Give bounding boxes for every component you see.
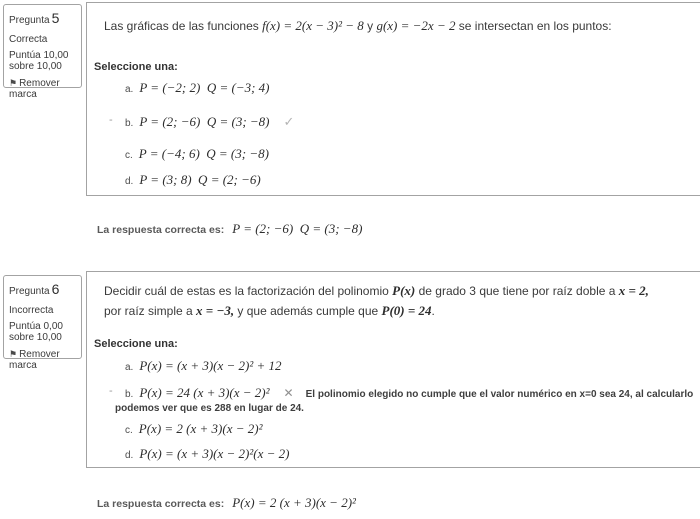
- option-formula: P = (3; 8) Q = (2; −6): [139, 172, 261, 187]
- question6-select-label: Seleccione una:: [94, 338, 178, 350]
- correct-answer-formula: P(x) = 2 (x + 3)(x − 2)²: [232, 495, 356, 510]
- double-root-value: x = 2,: [618, 283, 649, 298]
- option-letter: d.: [125, 450, 134, 461]
- question-label: Pregunta: [9, 15, 50, 26]
- simple-root-value: x = −3,: [196, 303, 235, 318]
- question5-flag-link[interactable]: [9, 78, 78, 100]
- question6-prompt: [104, 281, 656, 321]
- question5-content-box: [86, 2, 700, 196]
- function-g-formula: g(x) = −2x − 2: [376, 18, 456, 33]
- question5-title: [9, 10, 78, 28]
- option-letter: a.: [125, 362, 134, 373]
- question6-title: [9, 281, 78, 299]
- question5-option-d[interactable]: [125, 171, 261, 189]
- question5-option-b[interactable]: [109, 113, 295, 131]
- selected-option-dash: -: [109, 385, 113, 397]
- prompt-text: .: [431, 304, 435, 318]
- question6-option-d[interactable]: [125, 445, 290, 463]
- question5-info-box: [3, 4, 82, 100]
- prompt-text: Las gráficas de las funciones: [104, 19, 263, 33]
- points-line2: sobre 10,00: [9, 61, 62, 72]
- option-feedback-line1: El polinomio elegido no cumple que el valor numérico en x=0 sea 24, al calcularlo: [305, 389, 694, 400]
- prompt-text: se intersectan en los puntos:: [455, 19, 612, 33]
- question6-option-c[interactable]: [125, 420, 262, 438]
- option-formula: P(x) = 2 (x + 3)(x − 2)²: [138, 421, 263, 436]
- option-formula: P(x) = 24 (x + 3)(x − 2)²: [139, 385, 270, 400]
- option-letter: a.: [125, 84, 134, 95]
- question5-points: [9, 50, 78, 72]
- prompt-text: de grado 3 que tiene por raíz doble a: [415, 284, 619, 298]
- function-f-formula: f(x) = 2(x − 3)² − 8: [262, 18, 364, 33]
- flag-icon: ⚑: [9, 78, 18, 88]
- option-formula: P = (−2; 2) Q = (−3; 4): [139, 80, 270, 95]
- question5-prompt: [104, 16, 612, 36]
- option-formula: P = (2; −6) Q = (3; −8): [139, 114, 270, 129]
- prompt-text: y: [363, 19, 377, 33]
- prompt-text: Decidir cuál de estas es la factorización del polinomio: [104, 284, 393, 298]
- prompt-text: por raíz simple a: [104, 304, 197, 318]
- option-letter: c.: [125, 150, 133, 161]
- question6-flag-link[interactable]: [9, 349, 78, 371]
- option-formula: P = (−4; 6) Q = (3; −8): [138, 146, 269, 161]
- question6-content-box: [86, 271, 700, 468]
- question-label: Pregunta: [9, 286, 50, 297]
- option-formula: P(x) = (x + 3)(x − 2)² + 12: [139, 358, 282, 373]
- flag-icon: ⚑: [9, 349, 18, 359]
- incorrect-cross-icon: ✕: [283, 386, 294, 400]
- flag-label-line1: Remover: [19, 349, 60, 360]
- option-formula: P(x) = (x + 3)(x − 2)²(x − 2): [139, 446, 290, 461]
- question6-status: Incorrecta: [9, 305, 54, 316]
- question5-status: Correcta: [9, 34, 48, 45]
- question-number: 6: [51, 281, 60, 297]
- points-line1: Puntúa 10,00: [9, 50, 69, 61]
- question5-correct-answer: [97, 220, 362, 238]
- option-letter: b.: [125, 118, 134, 129]
- flag-label-line1: Remover: [19, 78, 60, 89]
- flag-label-line2: marca: [9, 89, 37, 100]
- p0-condition: P(0) = 24: [381, 303, 432, 318]
- correct-check-icon: ✓: [283, 114, 295, 129]
- question6-option-b[interactable]: [109, 384, 694, 402]
- selected-option-dash: -: [109, 114, 113, 126]
- question6-correct-answer: [97, 494, 356, 512]
- prompt-text: y que además cumple que: [234, 304, 382, 318]
- option-feedback-line2: podemos ver que es 288 en lugar de 24.: [115, 403, 304, 414]
- option-letter: b.: [125, 389, 134, 400]
- question5-option-c[interactable]: [125, 145, 269, 163]
- correct-answer-label: La respuesta correcta es:: [97, 498, 225, 510]
- option-letter: d.: [125, 176, 134, 187]
- question5-option-a[interactable]: [125, 79, 270, 97]
- correct-answer-formula: P = (2; −6) Q = (3; −8): [232, 221, 363, 236]
- question5-select-label: Seleccione una:: [94, 61, 178, 73]
- question6-option-a[interactable]: [125, 357, 282, 375]
- points-line1: Puntúa 0,00: [9, 321, 63, 332]
- points-line2: sobre 10,00: [9, 332, 62, 343]
- question6-points: [9, 321, 78, 343]
- correct-answer-label: La respuesta correcta es:: [97, 224, 225, 236]
- option-letter: c.: [125, 425, 133, 436]
- polynomial-symbol: P(x): [392, 283, 416, 298]
- question-number: 5: [51, 10, 60, 26]
- flag-label-line2: marca: [9, 360, 37, 371]
- question6-info-box: [3, 275, 82, 371]
